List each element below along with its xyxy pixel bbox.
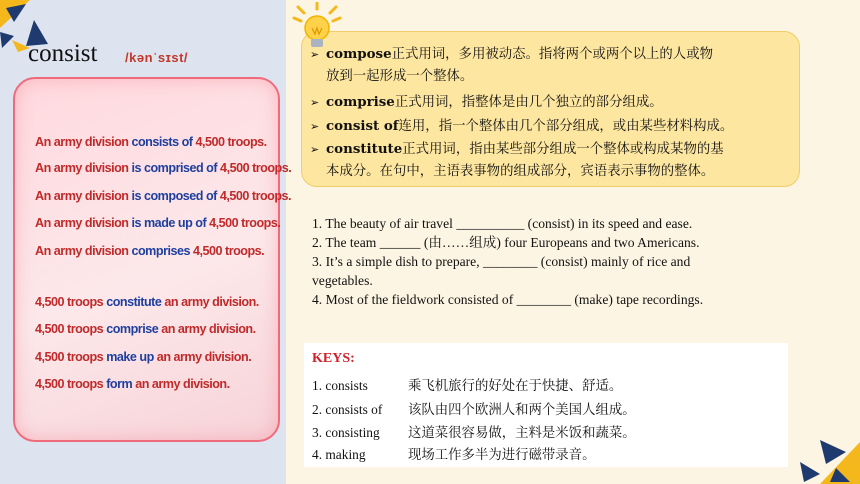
- exercise-line: 2. The team ______ (由……组成) four Europeans and two Americans.: [312, 235, 700, 250]
- example-phrase: is composed of: [131, 189, 217, 203]
- key-translation: 乘飞机旅行的好处在于快捷、舒适。: [408, 379, 623, 394]
- key-answer: 1. consists: [312, 378, 368, 393]
- example-sentence: [35, 135, 267, 149]
- example-text: 4,500 troops.: [217, 161, 292, 175]
- key-answer: 2. consists of: [312, 402, 383, 417]
- definition-item: [310, 138, 794, 183]
- definition-text-cont: 本成分。在句中，主语表事物的组成部分，宾语表示事物的整体。: [326, 164, 715, 179]
- exercise-list: [312, 214, 792, 309]
- example-sentence: [35, 377, 230, 391]
- key-row: [312, 399, 636, 418]
- example-text: 4,500 troops: [35, 377, 107, 391]
- example-text: 4,500 troops: [35, 322, 107, 336]
- exercise-line: 4. Most of the fieldwork consisted of ________ (make) tape recordings.: [312, 292, 704, 307]
- example-text: 4,500 troops.: [206, 216, 281, 230]
- triangle-decoration-icon: [790, 422, 860, 484]
- key-translation: 这道菜很容易做，主料是米饭和蔬菜。: [408, 426, 636, 441]
- example-text: an army division.: [132, 377, 230, 391]
- example-text: An army division: [35, 189, 132, 203]
- example-phrase: comprise: [106, 322, 159, 336]
- example-sentence: [35, 295, 259, 309]
- example-phrase: consists of: [131, 135, 193, 149]
- example-text: 4,500 troops.: [216, 189, 292, 203]
- key-row: [312, 422, 636, 441]
- key-translation: 现场工作多半为进行磁带录音。: [408, 448, 596, 463]
- key-answer: 4. making: [312, 447, 366, 462]
- example-sentence: [35, 216, 280, 230]
- definition-item: [310, 91, 794, 114]
- example-phrase: is made up of: [131, 216, 207, 230]
- heading-word: consist: [28, 40, 98, 67]
- example-text: An army division: [35, 216, 132, 230]
- example-card: [13, 77, 292, 442]
- definition-box: [301, 31, 800, 187]
- exercise-line: 1. The beauty of air travel __________ (consist) in its speed and ease.: [312, 216, 693, 231]
- definition-term: consist of: [326, 118, 399, 134]
- example-sentence: [35, 244, 264, 258]
- arrow-bullet-icon: ➢: [310, 48, 320, 61]
- definition-text-cont: 放到一起形成一个整体。: [326, 69, 474, 84]
- phonetic-transcription: /kənˈsɪst/: [125, 50, 189, 65]
- keys-title: KEYS:: [312, 351, 355, 366]
- example-text: 4,500 troops.: [192, 135, 267, 149]
- keys-box: [304, 343, 788, 467]
- example-sentence: [35, 350, 251, 364]
- example-sentence: [35, 161, 291, 175]
- example-text: an army division.: [161, 295, 259, 309]
- definition-text: 正式用词，指整体是由几个独立的部分组成。: [394, 95, 663, 110]
- example-text: An army division: [35, 161, 132, 175]
- lightbulb-icon: [288, 2, 346, 52]
- example-text: An army division: [35, 135, 132, 149]
- definition-term: comprise: [326, 94, 395, 110]
- definition-text: 正式用词，多用被动态。指将两个或两个以上的人或物: [391, 47, 713, 62]
- example-text: an army division.: [158, 322, 256, 336]
- example-sentence: [35, 322, 256, 336]
- definition-item: [310, 43, 794, 88]
- arrow-bullet-icon: ➢: [310, 120, 320, 133]
- exercise-line: vegetables.: [312, 273, 373, 288]
- arrow-bullet-icon: ➢: [310, 96, 320, 109]
- definition-item: [310, 115, 794, 138]
- example-sentence: [35, 189, 291, 203]
- definition-text: 正式用词，指由某些部分组成一个整体或构成某物的基: [402, 142, 724, 157]
- example-phrase: comprises: [131, 244, 190, 258]
- key-row: [312, 444, 595, 463]
- example-phrase: make up: [106, 350, 154, 364]
- example-text: 4,500 troops: [35, 350, 107, 364]
- key-answer: 3. consisting: [312, 425, 380, 440]
- example-phrase: is comprised of: [131, 161, 218, 175]
- example-text: An army division: [35, 244, 132, 258]
- definition-term: constitute: [326, 141, 403, 157]
- example-text: an army division.: [153, 350, 252, 364]
- example-phrase: constitute: [106, 295, 162, 309]
- key-translation: 该队由四个欧洲人和两个美国人组成。: [408, 403, 636, 418]
- example-text: 4,500 troops.: [189, 244, 265, 258]
- example-phrase: form: [106, 377, 133, 391]
- arrow-bullet-icon: ➢: [310, 143, 320, 156]
- definition-text: 连用，指一个整体由几个部分组成，或由某些材料构成。: [398, 119, 734, 134]
- key-row: [312, 375, 622, 394]
- definition-term: compose: [326, 46, 392, 62]
- exercise-line: 3. It’s a simple dish to prepare, ________ (consist) mainly of rice and: [312, 254, 691, 269]
- example-text: 4,500 troops: [35, 295, 107, 309]
